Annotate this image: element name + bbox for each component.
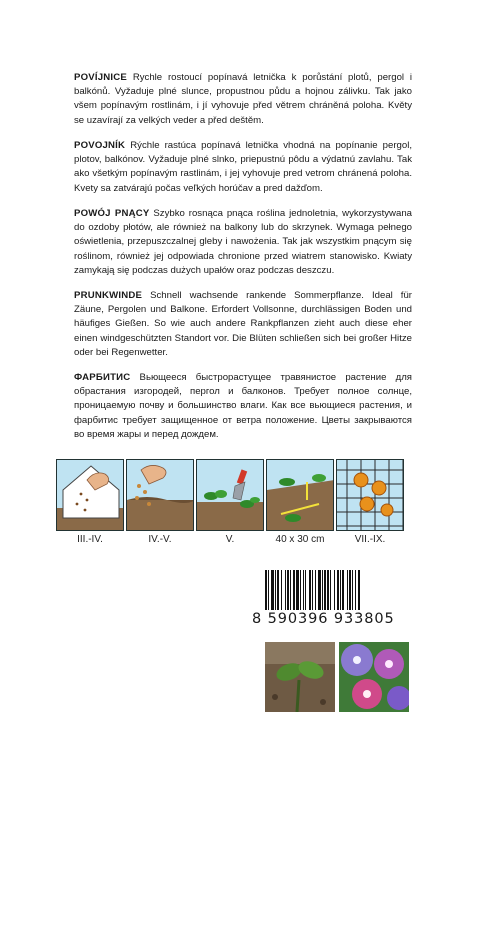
description-russian: [74, 371, 412, 442]
language-heading: POVOJNÍK: [74, 140, 126, 151]
language-heading: PRUNKWINDE: [74, 290, 143, 301]
step-label: 40 x 30 cm: [275, 534, 325, 545]
description-czech: [74, 71, 412, 128]
description-text: Rychle rostoucí popínavá letnička k porůstání plotů, pergol i balkónů. Vyžaduje plné slunce, propustnou půdu a hojnou zálivku. Tak jako všem popínavým rostlinám, i jí vyhovuje před větrem chráněná poloha. Květy se uzavírají za velkých veder a před deštěm.: [74, 72, 412, 126]
description-text: Rýchle rastúca popínavá letnička vhodná na popínanie pergol, plotov, balkónov. Vyžaduje plné slnko, priepustnú pôdu a výdatnú zavlahu. Tak ako všetkým popínavým rastlinám, i jej vyhovuje pred vetrom chránená poloha. Kvety sa zatvárajú počas veľkých horúčav a pred dažďom.: [74, 140, 412, 194]
language-heading: POVÍJNICE: [74, 72, 127, 83]
description-german: [74, 289, 412, 360]
plant-spacing-icon: [266, 459, 334, 531]
greenhouse-sowing-icon: [56, 459, 124, 531]
description-text: Schnell wachsende rankende Sommerpflanze. Ideal für Zäune, Pergolen und Balkone. Erfordert Vollsonne, durchlässigen Boden und häufiges Gießen. So wie auch andere Rankpflanzen zieht auch diese eher einen windgeschützten Standort vor. Die Blüten schließen sich bei großer Hitze oder bei Regenwetter.: [74, 290, 412, 358]
description-slovak: [74, 139, 412, 196]
step-label: VII.-IX.: [354, 534, 386, 545]
language-heading: ФАРБИТИС: [74, 372, 131, 383]
step-label: V.: [225, 534, 235, 545]
outdoor-sowing-icon: [126, 459, 194, 531]
description-text: Szybko rosnąca pnąca roślina jednoletnia, wykorzystywana do ozdoby płotów, ale również na balkony lub do skrzynek. Wymaga pełnego oświetlenia, przepuszczalnej gleby i nawożenia. Tak jak wszystkim pnącym się roślinom, również jej odpowiada chronione przed wiatrem stanowisko. Kwiaty zamykają się podczas dużych upałów oraz podczas deszczu.: [74, 208, 412, 276]
flowering-icon: [336, 459, 404, 531]
step-label: III.-IV.: [77, 534, 103, 545]
transplanting-icon: [196, 459, 264, 531]
seedling-photo: [265, 642, 335, 712]
flower-photo: [339, 642, 409, 712]
description-polish: [74, 207, 412, 278]
description-text: Вьющееся быстрорастущее травянистое растение для обрастания изгородей, пергол и балконов. Требует полное солнце, проницаемую почву и большинство влаги. Как все вьющиеся растения, и фарбитис требует защищенное от ветра положение. Цветы закрываются во время жары и перед дождем.: [74, 372, 412, 440]
barcode-number: 8 590396 933805: [252, 611, 395, 627]
language-heading: POWÓJ PNĄCY: [74, 208, 150, 219]
step-label: IV.-V.: [148, 534, 172, 545]
